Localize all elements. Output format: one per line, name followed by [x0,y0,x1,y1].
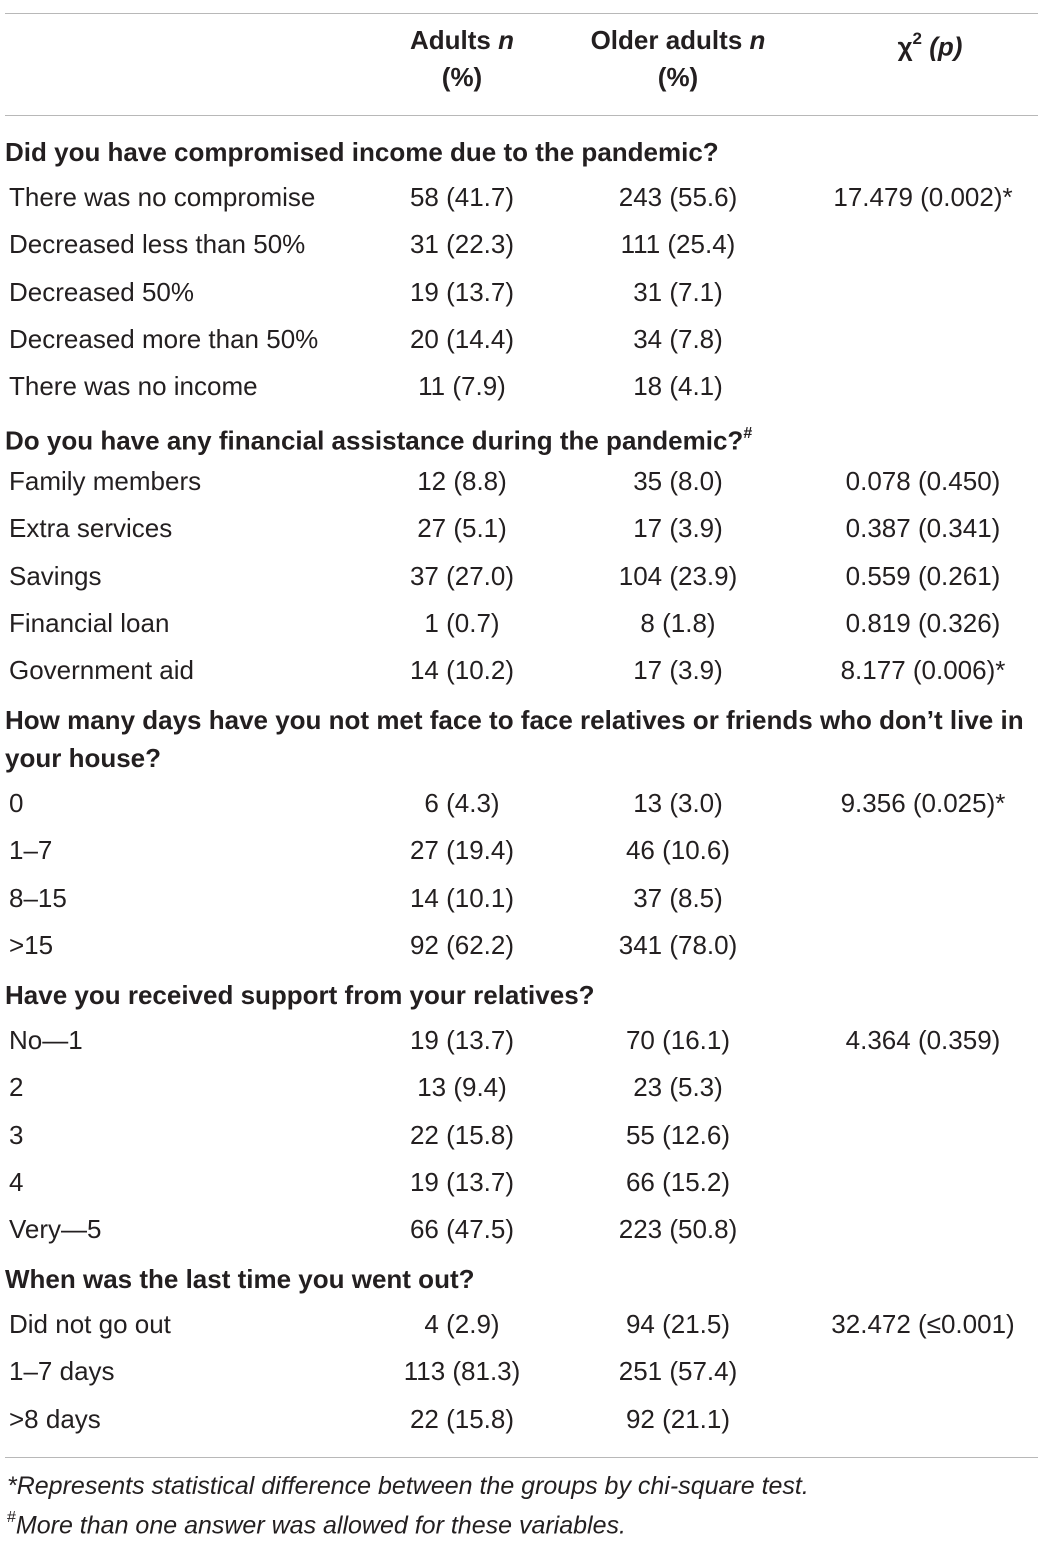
table-row [0,1206,1043,1253]
row-label: 8–15 [9,882,67,913]
cell-chi-square: 17.479 (0.002)* [833,182,1013,212]
cell-older-adults: 13 (3.0) [633,788,723,818]
table-row [0,221,1043,268]
cell-older-adults: 37 (8.5) [633,882,723,913]
cell-adults: 14 (10.1) [409,882,515,913]
table-row [0,1112,1043,1159]
row-label: Did not go out [9,1309,171,1339]
row-label: 4 [9,1166,24,1197]
cell-adults: 22 (15.8) [409,1119,515,1150]
cell-older-adults: 17 (3.9) [633,655,723,686]
row-label: Government aid [9,655,194,686]
table-row [0,875,1043,922]
table-row [0,174,1043,221]
row-label: There was no compromise [9,182,316,212]
cell-adults: 19 (13.7) [409,1166,515,1197]
cell-older-adults: 223 (50.8) [618,1214,738,1245]
cell-adults: 6 (4.3) [424,788,500,818]
table-bottom-rule [5,1457,1038,1458]
section-title [5,1260,1035,1298]
cell-adults: 66 (47.5) [409,1214,515,1245]
cell-adults: 19 (13.7) [409,276,515,307]
table-row [0,1301,1043,1348]
row-label: No—1 [9,1025,83,1055]
cell-adults: 31 (22.3) [409,229,515,260]
table-row [0,316,1043,363]
row-label: >8 days [9,1403,101,1434]
section-title-text: Did you have compromised income due to the pandemic? [5,137,719,167]
table-row [0,1017,1043,1064]
cell-older-adults: 23 (5.3) [633,1072,723,1103]
cell-older-adults: 243 (55.6) [618,182,738,212]
cell-adults: 14 (10.2) [409,655,515,686]
cell-chi-square: 4.364 (0.359) [845,1025,1001,1055]
row-label: 1–7 days [9,1356,115,1387]
cell-adults: 12 (8.8) [417,466,507,496]
cell-older-adults: 111 (25.4) [620,229,736,260]
cell-older-adults: 70 (16.1) [625,1025,731,1055]
section-title-text: Have you received support from your relatives? [5,980,595,1010]
cell-chi-square: 0.819 (0.326) [845,607,1001,638]
cell-older-adults: 55 (12.6) [625,1119,731,1150]
table-row [0,922,1043,969]
row-label: Very—5 [9,1214,102,1245]
cell-older-adults: 104 (23.9) [618,560,738,591]
footnote-significance: *Represents statistical difference between the groups by chi-square test. [7,1472,809,1500]
cell-older-adults: 17 (3.9) [633,513,723,544]
cell-older-adults: 341 (78.0) [618,929,738,960]
table-row [0,780,1043,827]
section-title-text: When was the last time you went out? [5,1264,475,1294]
row-label: Extra services [9,513,173,544]
cell-older-adults: 46 (10.6) [625,835,731,866]
cell-adults: 27 (5.1) [417,513,507,544]
section-title-text: Do you have any financial assistance during the pandemic? [5,425,744,456]
table-row [0,647,1043,694]
table-row [0,1396,1043,1443]
cell-older-adults: 94 (21.5) [625,1309,731,1339]
cell-adults: 22 (15.8) [409,1403,515,1434]
table-top-rule [5,13,1038,14]
section-title [5,701,1035,777]
cell-older-adults: 92 (21.1) [625,1403,731,1434]
header-bottom-rule [5,115,1038,116]
row-label: 2 [9,1072,24,1103]
cell-chi-square: 0.559 (0.261) [845,560,1001,591]
table-row [0,363,1043,410]
cell-adults: 4 (2.9) [424,1309,500,1339]
section-title-mark: # [743,425,753,442]
cell-adults: 1 (0.7) [424,607,500,638]
row-label: 1–7 [9,835,53,866]
table-row [0,505,1043,552]
header-chi-square: $\chi^2$ (p) [897,29,963,62]
cell-adults: 37 (27.0) [409,560,515,591]
cell-adults: 27 (19.4) [409,835,515,866]
table-row [0,600,1043,647]
cell-adults: 92 (62.2) [409,929,515,960]
cell-older-adults: 34 (7.8) [633,323,723,354]
cell-chi-square: 9.356 (0.025)* [840,788,1006,818]
cell-chi-square: 32.472 (≤0.001) [831,1309,1015,1339]
footnote-multiple-answers: #More than one answer was allowed for these variables. [7,1509,626,1540]
section-title [5,976,1035,1014]
cell-older-adults: 35 (8.0) [633,466,723,496]
cell-older-adults: 66 (15.2) [625,1166,731,1197]
cell-adults: 19 (13.7) [409,1025,515,1055]
row-label: Decreased less than 50% [9,229,306,260]
table-row [0,553,1043,600]
row-label: Financial loan [9,607,170,638]
row-label: Family members [9,466,202,496]
section-title-text: How many days have you not met face to face relatives or friends who don’t live in your house? [5,705,1024,773]
row-label: 0 [9,788,24,818]
section-title [5,133,1035,171]
section-title [5,417,1035,460]
cell-older-adults: 251 (57.4) [618,1356,738,1387]
cell-adults: 13 (9.4) [417,1072,507,1103]
row-label: Decreased more than 50% [9,323,319,354]
cell-adults: 113 (81.3) [403,1356,521,1387]
cell-chi-square: 0.078 (0.450) [845,466,1001,496]
row-label: >15 [9,929,54,960]
cell-chi-square: 8.177 (0.006)* [840,655,1006,686]
table-row [0,1159,1043,1206]
header-older-adults: Older adults n (%) [590,25,766,92]
table-row [0,827,1043,874]
table-row [0,1064,1043,1111]
table-row [0,269,1043,316]
row-label: Savings [9,560,102,591]
cell-older-adults: 18 (4.1) [633,371,723,402]
cell-adults: 20 (14.4) [409,323,515,354]
cell-adults: 58 (41.7) [409,182,515,212]
table-row [0,458,1043,505]
row-label: There was no income [9,371,258,402]
cell-chi-square: 0.387 (0.341) [845,513,1001,544]
row-label: Decreased 50% [9,276,194,307]
cell-adults: 11 (7.9) [418,371,506,402]
table-row [0,1348,1043,1395]
cell-older-adults: 8 (1.8) [640,607,716,638]
cell-older-adults: 31 (7.1) [633,276,723,307]
header-adults: Adults n (%) [409,25,514,92]
row-label: 3 [9,1119,24,1150]
